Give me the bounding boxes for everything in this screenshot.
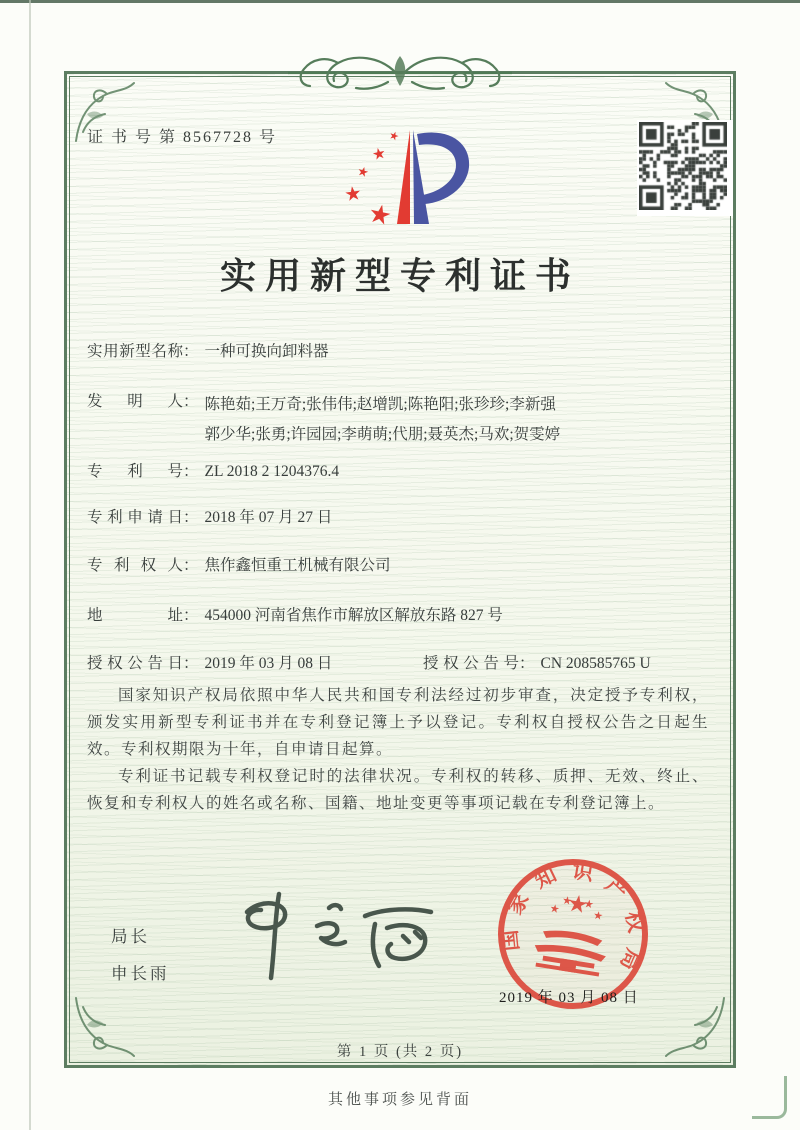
field-value: 焦作鑫恒重工机械有限公司 [204, 557, 391, 574]
field-row-patent-name [87, 340, 709, 364]
scan-left-edge [29, 0, 31, 1130]
field-colon: ： [183, 463, 199, 480]
seal-date: 2019 年 03 月 08 日 [499, 990, 639, 1006]
page-indicator: 第 1 页 (共 2 页) [336, 1044, 464, 1060]
field-label: 发明人 [87, 393, 183, 410]
legal-paragraph-2: 专利证书记载专利权登记时的法律状况。专利权的转移、质押、无效、终止、恢复和专利权人的姓名或名称、国籍、地址变更等事项记载在专利登记簿上。 [87, 768, 709, 812]
director-name: 申长雨 [111, 964, 170, 983]
top-border-ornament-icon [288, 44, 512, 98]
field-value: 2019 年 03 月 08 日 [204, 655, 333, 672]
field-row-grant-date-number [87, 652, 709, 676]
field-colon: ： [183, 607, 199, 624]
scan-top-edge [0, 0, 800, 3]
cnipa-logo-icon [339, 120, 489, 238]
field-row-patent-number [87, 460, 709, 484]
certificate-number: 证 书 号 第 8567728 号 [87, 129, 278, 146]
field-colon: ： [183, 509, 199, 526]
field-colon: ： [519, 655, 535, 672]
certificate-border-frame [64, 71, 736, 1068]
inventors-line-2: 郭少华;张勇;许园园;李萌萌;代朋;聂英杰;马欢;贺雯婷 [204, 426, 561, 443]
field-label: 实用新型名称 [87, 343, 183, 360]
field-row-inventors [87, 390, 709, 450]
director-signature-icon [217, 882, 447, 987]
field-label: 专利权人 [87, 557, 183, 574]
field-label: 授权公告日 [87, 655, 183, 672]
grant-number-pair [423, 652, 651, 676]
field-value: CN 208585765 U [540, 655, 651, 672]
field-colon: ： [183, 343, 199, 360]
field-value: 454000 河南省焦作市解放区解放东路 827 号 [204, 607, 503, 624]
legal-text [87, 682, 709, 817]
field-colon: ： [183, 557, 199, 574]
field-label: 授权公告号 [423, 655, 519, 672]
inventors-line-1: 陈艳茹;王万奇;张伟伟;赵增凯;陈艳阳;张珍珍;李新强 [204, 396, 556, 413]
scan-corner-artifact [752, 1076, 787, 1119]
reverse-side-note: 其他事项参见背面 [327, 1092, 472, 1108]
certificate-fields [87, 340, 709, 676]
field-value [205, 390, 561, 450]
field-colon: ： [183, 393, 199, 410]
field-label: 地址 [87, 607, 183, 624]
field-label: 专利号 [87, 463, 183, 480]
qr-code-icon [637, 120, 733, 216]
field-row-patentee [87, 554, 709, 578]
field-label: 专利申请日 [87, 509, 183, 526]
field-row-filing-date [87, 506, 709, 530]
director-block [111, 918, 170, 992]
field-colon: ： [183, 655, 199, 672]
field-value: 一种可换向卸料器 [204, 343, 329, 360]
certificate-title: 实用新型专利证书 [219, 256, 580, 296]
field-value: ZL 2018 2 1204376.4 [204, 463, 340, 480]
seal-text: 国家知识产权局 [497, 858, 649, 974]
legal-paragraph-1: 国家知识产权局依照中华人民共和国专利法经过初步审查，决定授予专利权，颁发实用新型专利证书并在专利登记簿上予以登记。专利权自授权公告之日起生效。专利权期限为十年，自申请日起算。 [87, 687, 709, 758]
field-value: 2018 年 07 月 27 日 [204, 509, 333, 526]
field-row-address [87, 604, 709, 628]
director-title: 局长 [111, 927, 150, 946]
